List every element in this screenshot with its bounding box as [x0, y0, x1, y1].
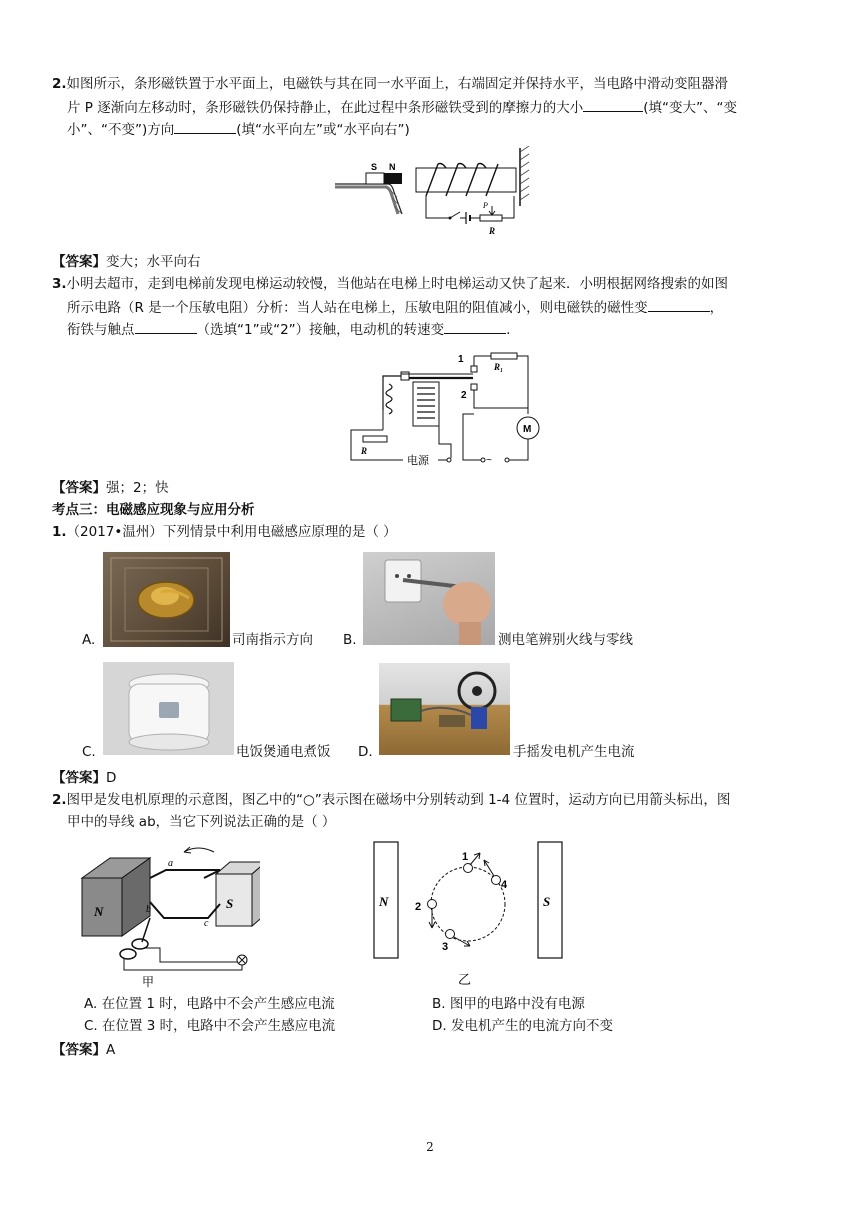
hand-generator-photo: [379, 663, 510, 755]
option-c-text: 电饭煲通电煮饭: [236, 744, 331, 760]
question-number: 2.: [52, 76, 67, 92]
label-ac: ~: [486, 455, 492, 466]
q2-generator-line2: 甲中的导线 ab，当它下列说法正确的是（ ）: [67, 814, 336, 830]
q2-magnet-line2: 片 P 逐渐向左移动时，条形磁铁仍保持静止，在此过程中条形磁铁受到的摩擦力的大小 (填“变大”、“变: [67, 96, 737, 118]
label-contact-1: 1: [458, 354, 464, 365]
question-number: 3.: [52, 276, 67, 292]
q1-induction-stem: 1.（2017•温州）下列情景中利用电磁感应原理的是（ ）: [52, 524, 397, 540]
label-p: P: [483, 201, 488, 210]
label-b: b: [146, 904, 151, 915]
label-n: N: [94, 904, 104, 919]
option-b: B.: [343, 632, 357, 648]
option-a-text: 司南指示方向: [232, 632, 313, 648]
q2-magnet-line3: 小”、“不变”)方向 (填“水平向左”或“水平向右”): [67, 118, 410, 140]
q2-option-b: B. 图甲的电路中没有电源: [432, 996, 585, 1012]
question-number: 2.: [52, 792, 67, 808]
label-motor: M: [523, 424, 532, 435]
label-s: S: [543, 894, 551, 909]
label-s: S: [371, 162, 378, 172]
section-title: 考点三：电磁感应现象与应用分析: [52, 502, 255, 518]
label-pos-2: 2: [415, 901, 422, 913]
label-n: N: [379, 894, 389, 909]
q2-magnet-line1: 2.如图所示，条形磁铁置于水平面上，电磁铁与其在同一水平面上，右端固定并保持水平，当电路中滑动变阻器滑: [52, 76, 729, 92]
label-yi: 乙: [458, 972, 472, 987]
test-pen-photo: [363, 552, 495, 645]
magnet-electromagnet-figure: [330, 146, 535, 246]
answer-blank: [583, 96, 643, 112]
label-a: a: [168, 858, 173, 869]
label-s: S: [226, 896, 234, 911]
q2-magnet-answer: 【答案】变大；水平向右: [52, 254, 201, 270]
label-pos-3: 3: [442, 941, 449, 953]
rice-cooker-photo: [103, 662, 234, 755]
generator-figure-yi: [370, 838, 570, 988]
answer-blank: [444, 318, 506, 334]
q2-option-a: A. 在位置 1 时，电路中不会产生感应电流: [84, 996, 335, 1012]
q3-elevator-line2: 所示电路（R 是一个压敏电阻）分析：当人站在电梯上，压敏电阻的阻值减小，则电磁铁的磁性变 ，: [67, 296, 723, 318]
option-b-text: 测电笔辨别火线与零线: [498, 632, 633, 648]
question-number: 1.: [52, 524, 67, 540]
page-number: 2: [426, 1140, 434, 1154]
label-pos-4: 4: [501, 879, 508, 891]
sinan-compass-photo: [103, 552, 230, 647]
label-pos-1: 1: [462, 851, 469, 863]
elevator-circuit-figure: [343, 348, 543, 470]
label-c: c: [204, 918, 209, 929]
q2-generator-answer: 【答案】A: [52, 1042, 116, 1058]
answer-blank: [648, 296, 710, 312]
q2-option-d: D. 发电机产生的电流方向不变: [432, 1018, 613, 1034]
option-d-text: 手摇发电机产生电流: [513, 744, 635, 760]
q3-elevator-answer: 【答案】强；2；快: [52, 480, 169, 496]
label-r: R: [361, 446, 368, 456]
label-r1: R₁: [494, 362, 504, 372]
label-power: 电源: [407, 455, 429, 467]
label-contact-2: 2: [461, 390, 467, 401]
answer-blank: [135, 318, 197, 334]
q3-elevator-line3: 衔铁与触点 （选填“1”或“2”）接触，电动机的转速变 .: [67, 318, 510, 340]
label-jia: 甲: [142, 975, 155, 988]
option-c: C.: [82, 744, 96, 760]
option-a: A.: [82, 632, 96, 648]
q2-generator-line1: 2.图甲是发电机原理的示意图，图乙中的“○”表示图在磁场中分别转动到 1-4 位置时，运动方向已用箭头标出，图: [52, 792, 731, 808]
label-n: N: [389, 162, 396, 172]
option-d: D.: [358, 744, 373, 760]
q1-induction-answer: 【答案】D: [52, 770, 117, 786]
label-r: R: [489, 226, 496, 236]
generator-figure-jia: [80, 838, 260, 988]
answer-blank: [174, 118, 236, 134]
q3-elevator-line1: 3.小明去超市，走到电梯前发现电梯运动较慢，当他站在电梯上时电梯运动又快了起来．小明根据网络搜索的如图: [52, 276, 729, 292]
q2-option-c: C. 在位置 3 时，电路中不会产生感应电流: [84, 1018, 336, 1034]
